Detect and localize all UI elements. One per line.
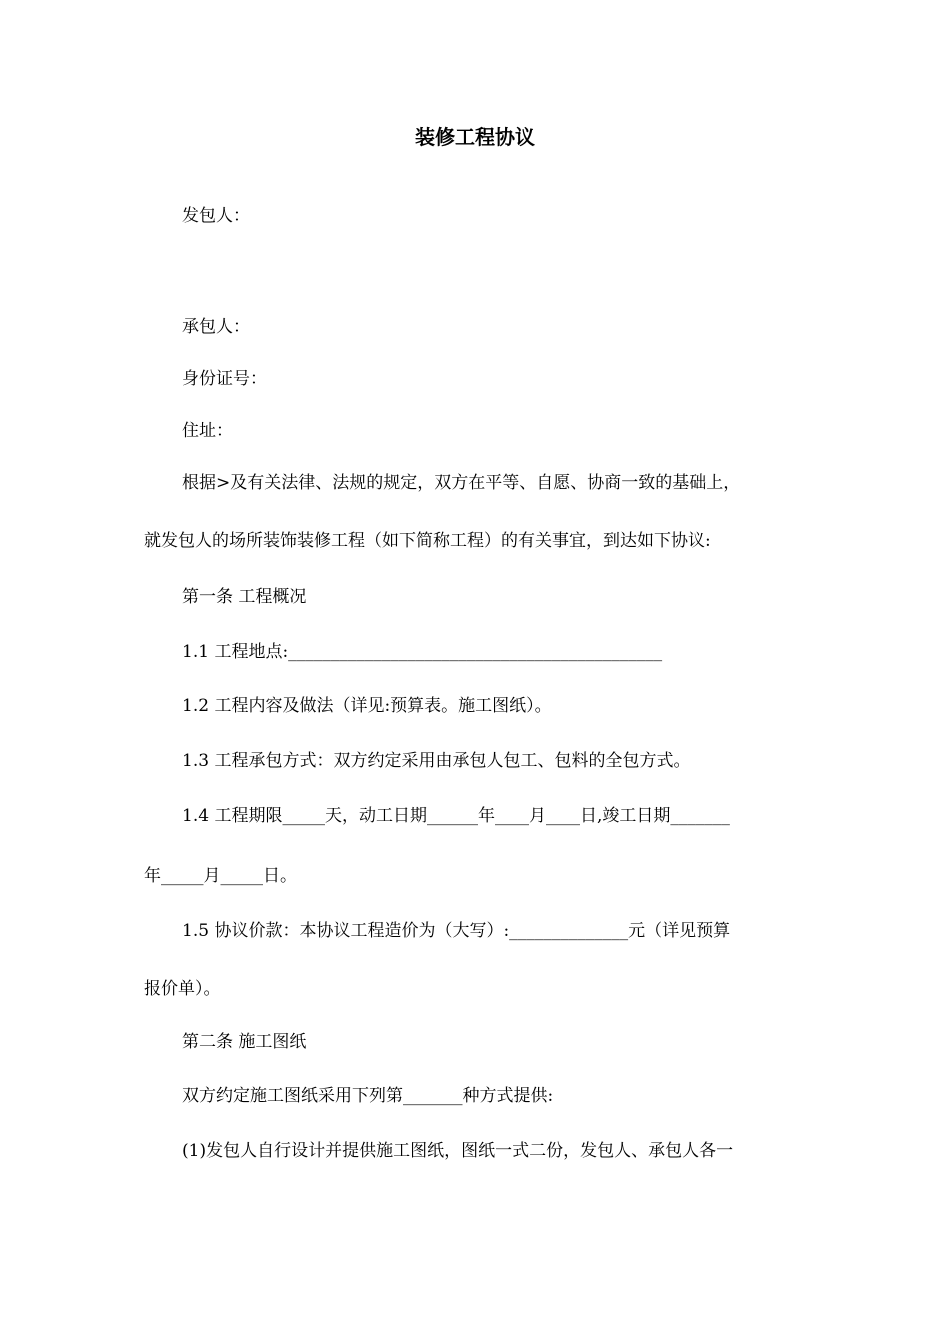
clause-1-4-line-2: 年_____月_____日。 <box>144 866 297 886</box>
article-2-intro: 双方约定施工图纸采用下列第_______种方式提供: <box>182 1086 554 1106</box>
clause-1-5-line-2: 报价单）。 <box>144 979 221 999</box>
clause-1-3: 1.3 工程承包方式：双方约定采用由承包人包工、包料的全包方式。 <box>182 751 691 771</box>
preamble-line-1: 根据>及有关法律、法规的规定，双方在平等、自愿、协商一致的基础上， <box>182 473 741 493</box>
address-label: 住址： <box>182 421 233 441</box>
article-2-heading: 第二条 施工图纸 <box>182 1032 307 1052</box>
id-number-label: 身份证号： <box>182 369 267 389</box>
document-title: 装修工程协议 <box>415 125 535 149</box>
clause-1-1: 1.1 工程地点:____________________________________________ <box>182 642 663 662</box>
clause-1-4-line-1: 1.4 工程期限_____天，动工日期______年____月____日,竣工日期_______ <box>182 806 730 826</box>
employer-label: 发包人： <box>182 206 250 226</box>
article-2-option-1: (1)发包人自行设计并提供施工图纸，图纸一式二份，发包人、承包人各一 <box>182 1141 734 1161</box>
clause-1-2: 1.2 工程内容及做法（详见:预算表。施工图纸）。 <box>182 696 552 716</box>
preamble-line-2: 就发包人的场所装饰装修工程（如下简称工程）的有关事宜，到达如下协议: <box>144 531 711 551</box>
clause-1-5-line-1: 1.5 协议价款：本协议工程造价为（大写）:______________元（详见预算 <box>182 921 731 941</box>
article-1-heading: 第一条 工程概况 <box>182 587 307 607</box>
contractor-label: 承包人： <box>182 317 250 337</box>
